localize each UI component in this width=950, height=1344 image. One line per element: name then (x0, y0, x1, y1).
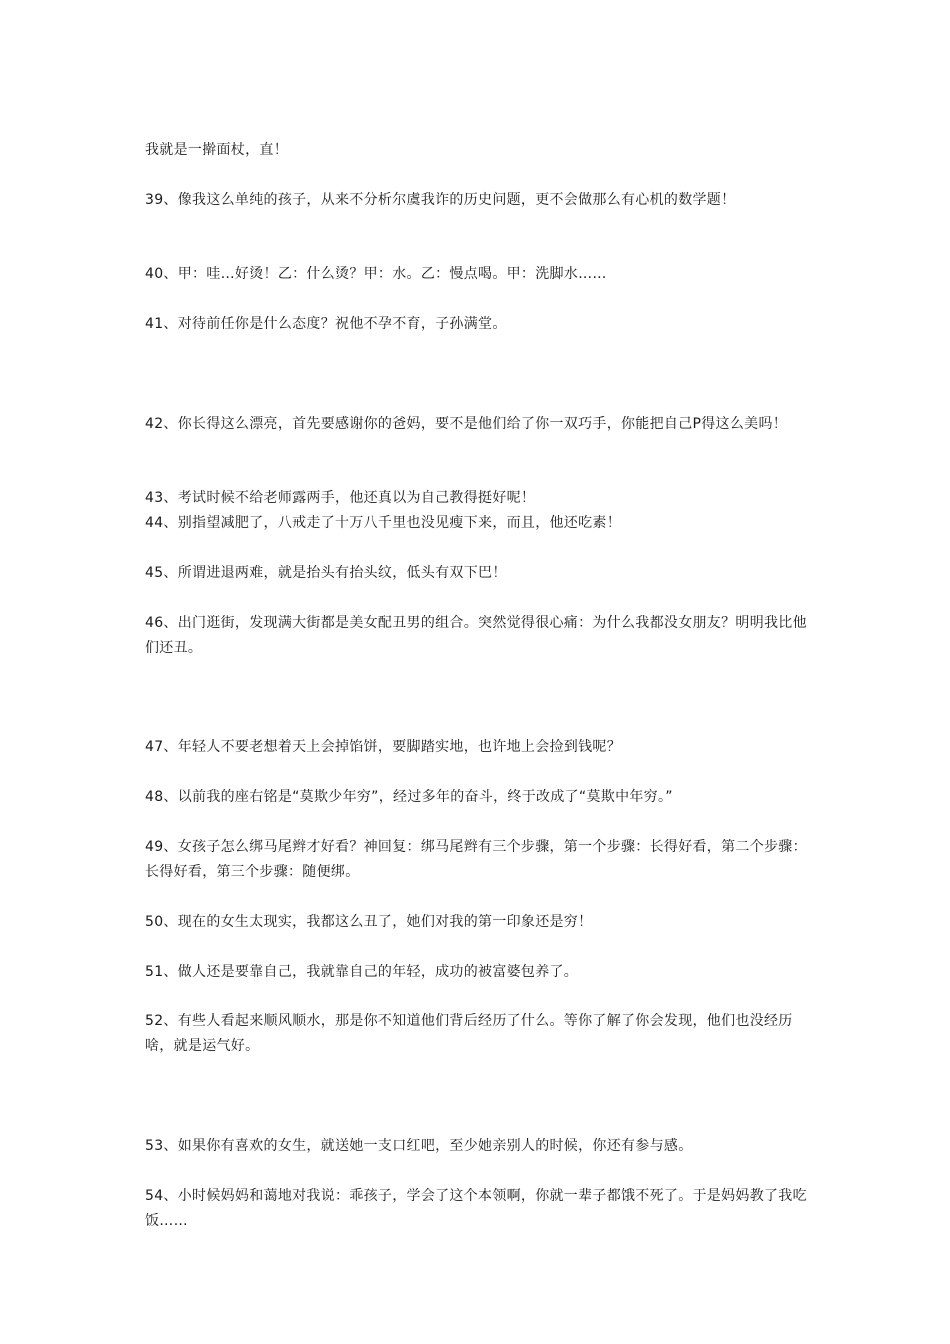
paragraph-41: 41、对待前任你是什么态度？祝他不孕不育，子孙满堂。 (145, 316, 507, 332)
paragraph-49: 49、女孩子怎么绑马尾辫才好看？神回复：绑马尾辫有三个步骤，第一个步骤：长得好看，第二个步骤：长得好看，第三个步骤：随便绑。 (145, 839, 807, 880)
paragraph-39: 39、像我这么单纯的孩子，从来不分析尔虞我诈的历史问题，更不会做那么有心机的数学题！ (145, 192, 736, 208)
paragraph-44: 44、别指望减肥了，八戒走了十万八千里也没见瘦下来，而且，他还吃素！ (145, 515, 622, 531)
paragraph-42: 42、你长得这么漂亮，首先要感谢你的爸妈，要不是他们给了你一双巧手，你能把自己P得这么美吗！ (145, 416, 788, 432)
paragraph-43: 43、考试时候不给老师露两手，他还真以为自己教得挺好呢！ (145, 490, 536, 506)
paragraph-47: 47、年轻人不要老想着天上会掉馅饼，要脚踏实地，也许地上会捡到钱呢？ (145, 739, 622, 755)
paragraph-51: 51、做人还是要靠自己，我就靠自己的年轻，成功的被富婆包养了。 (145, 964, 579, 980)
document-page (145, 0, 825, 1344)
paragraph-46: 46、出门逛街，发现满大街都是美女配丑男的组合。突然觉得很心痛：为什么我都没女朋友？明明我比他们还丑。 (145, 615, 807, 656)
paragraph-52: 52、有些人看起来顺风顺水，那是你不知道他们背后经历了什么。等你了解了你会发现，他们也没经历啥，就是运气好。 (145, 1013, 793, 1054)
paragraph-53: 53、如果你有喜欢的女生，就送她一支口红吧，至少她亲别人的时候，你还有参与感。 (145, 1138, 693, 1154)
paragraph-54: 54、小时候妈妈和蔼地对我说：乖孩子，学会了这个本领啊，你就一辈子都饿不死了。于是妈妈教了我吃饭…… (145, 1188, 807, 1229)
paragraph-50: 50、现在的女生太现实，我都这么丑了，她们对我的第一印象还是穷！ (145, 914, 593, 930)
paragraph-48: 48、以前我的座右铭是“莫欺少年穷”，经过多年的奋斗，终于改成了“莫欺中年穷。” (145, 789, 673, 805)
paragraph-45: 45、所谓进退两难，就是抬头有抬头纹，低头有双下巴！ (145, 565, 507, 581)
paragraph-40: 40、甲：哇…好烫！乙：什么烫？甲：水。乙：慢点喝。甲：洗脚水…… (145, 266, 607, 282)
paragraph-continuation: 我就是一擀面杖，直！ (145, 142, 288, 158)
